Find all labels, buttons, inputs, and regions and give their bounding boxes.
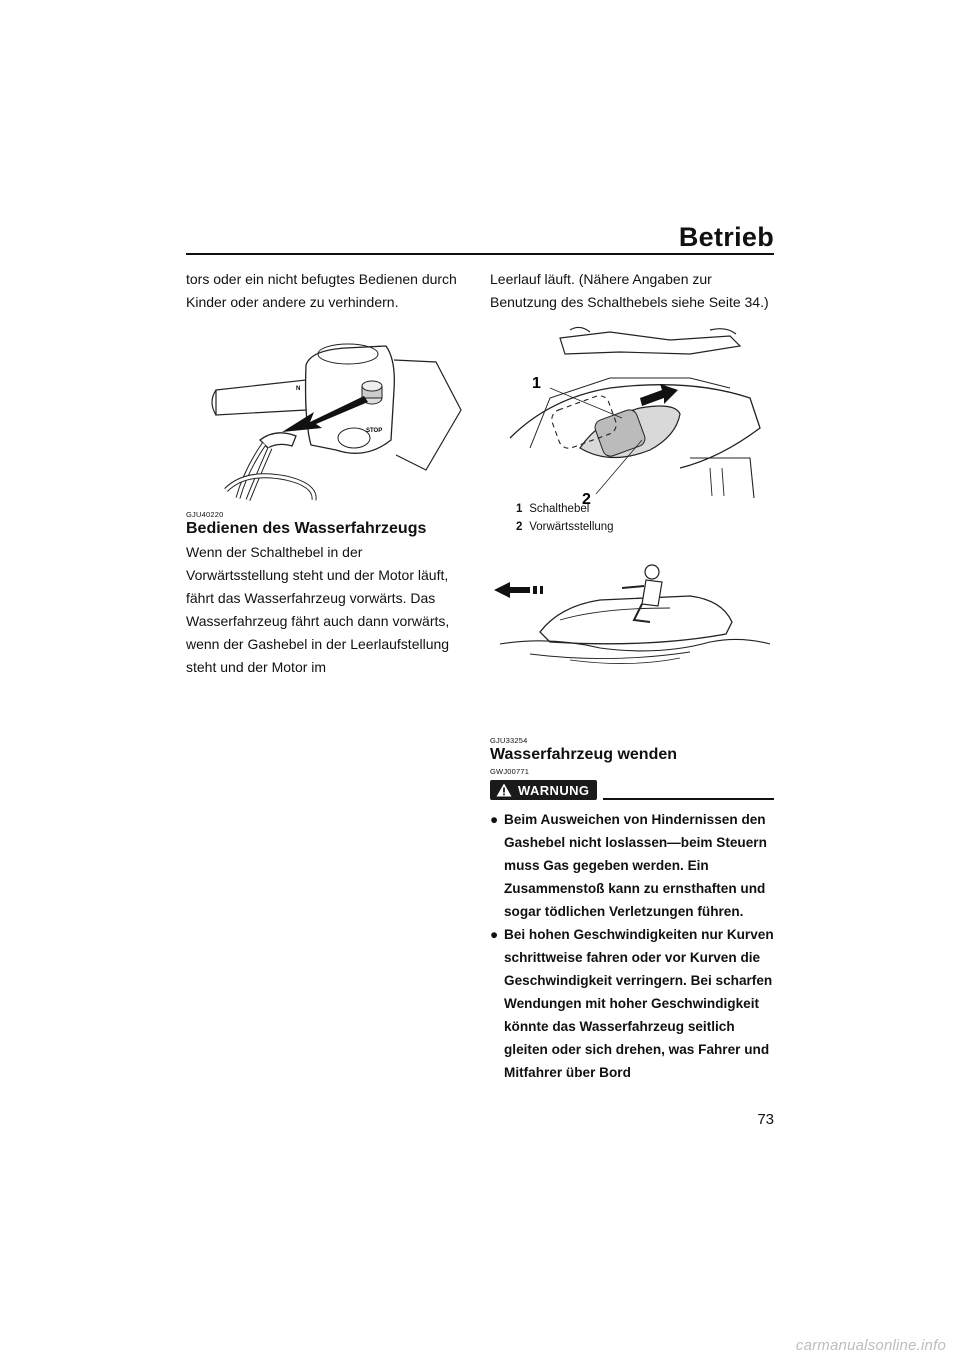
page-title: Betrieb <box>678 222 774 252</box>
right-column <box>490 268 774 1084</box>
figure-watercraft-forward-illustration <box>490 560 774 700</box>
page-number: 73 <box>757 1111 774 1128</box>
figure-callout-2: 2 <box>582 491 591 508</box>
warning-code: GWJ00771 <box>490 767 530 776</box>
section-heading: Bedienen des Wasserfahrzeugs <box>186 520 427 537</box>
section-code: GJU40220 <box>186 510 224 519</box>
figure-stop-label: STOP <box>366 428 383 434</box>
section-heading: Wasserfahrzeug wenden <box>490 746 678 763</box>
header-rule <box>186 253 774 255</box>
warning-item <box>490 923 774 1084</box>
caption-item <box>516 500 774 518</box>
figure-callout-1: 1 <box>532 375 541 392</box>
caption-item <box>516 518 774 536</box>
right-intro-text: Leerlauf läuft. (Nähere Angaben zur Benutzung des Schalthebels siehe Seite 34.) <box>490 271 769 310</box>
left-intro-text: tors oder ein nicht befugtes Bedienen durch Kinder oder andere zu verhindern. <box>186 271 457 310</box>
warning-item-text: Bei hohen Geschwindigkeiten nur Kurven schrittweise fahren oder vor Kurven die Geschwindigkeit verringern. Bei scharfen Wendungen mit hoher Geschwindigkeit könnte das Wasserfahrzeug seitlich gleiten oder sich drehen, was Fahrer und Mitfahrer über Bord <box>504 927 774 1080</box>
watermark-link[interactable]: carmanualsonline.info <box>795 1337 946 1354</box>
bullet-icon: ● <box>490 812 499 827</box>
bullet-icon: ● <box>490 927 499 942</box>
section-code: GJU33254 <box>490 736 528 745</box>
warning-list <box>490 808 774 1084</box>
figure-n-label: N <box>296 386 301 392</box>
warning-item-text: Beim Ausweichen von Hindernissen den Gashebel nicht loslassen—beim Steuern muss Gas gegeben werden. Ein Zusammenstoß kann zu ernsthaften und sogar tödlichen Verletzungen führen. <box>504 812 767 919</box>
warning-rule <box>603 798 774 800</box>
warning-item <box>490 808 774 923</box>
figure-captions <box>516 500 774 536</box>
left-column <box>186 268 468 679</box>
caption-text: Schalthebel <box>529 503 590 515</box>
figure-lanyard-illustration <box>186 320 468 500</box>
figure-shift-lever-illustration <box>490 318 774 508</box>
caption-number: 1 <box>516 503 523 515</box>
warning-label: WARNUNG <box>518 782 590 798</box>
warning-badge <box>490 780 597 800</box>
section-body-text: Wenn der Schalthebel in der Vorwärtsstellung steht und der Motor läuft, fährt das Wasserfahrzeug vorwärts. Das Wasserfahrzeug fährt auch dann vorwärts, wenn der Gashebel in der Leerlaufstellung steht und der Motor im <box>186 544 450 675</box>
warning-header <box>490 780 774 800</box>
warning-triangle-icon <box>496 783 512 797</box>
caption-number: 2 <box>516 521 523 533</box>
caption-text: Vorwärtsstellung <box>529 521 614 533</box>
